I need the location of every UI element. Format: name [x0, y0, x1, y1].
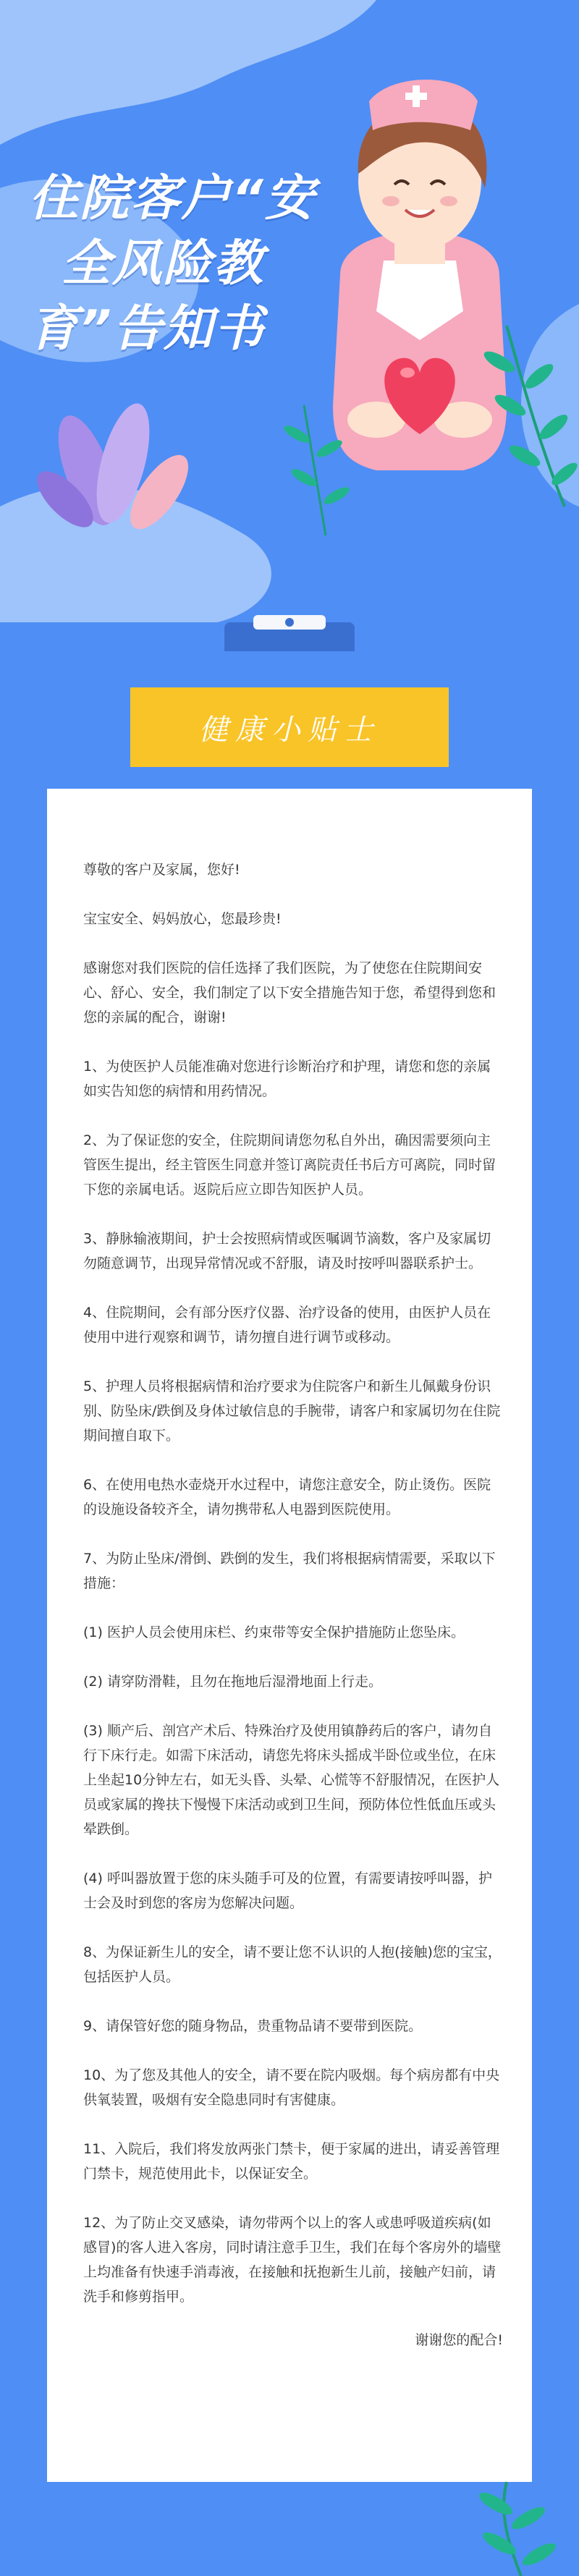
notice-paragraph: 宝宝安全、妈妈放心，您最珍贵! [83, 911, 282, 927]
notice-paragraph: (3) 顺产后、剖宫产术后、特殊治疗及使用镇静药后的客户，请勿自行下床行走。如需下床活动，请您先将床头摇成半卧位或坐位，在床上坐起10分钟左右，如无头昏、头晕、心慌等不舒服情况，在医护人员或家属的搀扶下慢慢下床活动或到卫生间，预防体位性低血压或头晕跌倒。 [83, 1723, 500, 1837]
notice-paragraph: 8、为保证新生儿的安全，请不要让您不认识的人抱(接触)您的宝宝，包括医护人员。 [83, 1944, 502, 1985]
notice-paragraph: 10、为了您及其他人的安全，请不要在院内吸烟。每个病房都有中央供氧装置，吸烟有安全隐患同时有害健康。 [83, 2067, 500, 2108]
title-line-1: 住院客户“安 [29, 170, 316, 227]
leaf-branch-bottom [476, 2482, 559, 2576]
hero-header [0, 0, 579, 651]
notice-paragraph: 2、为了保证您的安全，住院期间请您勿私自外出，确因需要须向主管医生提出，经主管医生同意并签订离院责任书后方可离院，同时留下您的亲属电话。返院后应立即告知医护人员。 [83, 1132, 496, 1198]
notice-paragraph: (4) 呼叫器放置于您的床头随手可及的位置，有需要请按呼叫器，护士会及时到您的客房为您解决问题。 [83, 1870, 492, 1911]
banner-label: 健康小贴士 [199, 713, 380, 747]
bottom-leaf-decoration [0, 2475, 579, 2576]
notice-paragraph: 6、在使用电热水壶烧开水过程中，请您注意安全，防止烫伤。医院的设施设备较齐全，请勿携带私人电器到医院使用。 [83, 1477, 491, 1517]
clipboard-icon [224, 615, 355, 651]
nurse-figure [333, 80, 507, 470]
notice-paragraph: 尊敬的客户及家属，您好! [83, 862, 240, 878]
page-title [29, 166, 347, 362]
notice-panel [47, 789, 532, 2482]
notice-paragraph: (1) 医护人员会使用床栏、约束带等安全保护措施防止您坠床。 [83, 1624, 465, 1640]
notice-paragraph: 3、静脉输液期间，护士会按照病情或医嘱调节滴数，客户及家属切勿随意调节，出现异常情况或不舒服，请及时按呼叫器联系护士。 [83, 1231, 491, 1271]
notice-content [47, 789, 532, 2352]
closing-signature: 谢谢您的配合! [415, 2332, 503, 2348]
notice-paragraph: 5、护理人员将根据病情和治疗要求为住院客户和新生儿佩戴身份识别、防坠床/跌倒及身体过敏信息的手腕带，请客户和家属切勿在住院期间擅自取下。 [83, 1378, 501, 1444]
notice-paragraph: 11、入院后，我们将发放两张门禁卡，便于家属的进出，请妥善管理门禁卡，规范使用此卡，以保证安全。 [83, 2141, 500, 2182]
notice-paragraph: 12、为了防止交叉感染，请勿带两个以上的客人或患呼吸道疾病(如感冒)的客人进入客房，同时请注意手卫生，我们在每个客房外的墙壁上均准备有快速手消毒液，在接触和抚抱新生儿前，接触产妇前，请洗手和修剪指甲。 [83, 2215, 502, 2305]
notice-paragraph: 1、为使医护人员能准确对您进行诊断治疗和护理，请您和您的亲属如实告知您的病情和用药情况。 [83, 1059, 491, 1099]
top-cloud-shape [0, 0, 376, 145]
title-line-2: 全风险教 [62, 235, 265, 292]
notice-paragraph: (2) 请穿防滑鞋，且勿在拖地后湿滑地面上行走。 [83, 1674, 382, 1690]
health-tips-banner [130, 687, 449, 767]
notice-paragraph: 9、请保管好您的随身物品，贵重物品请不要带到医院。 [83, 2018, 423, 2034]
notice-paragraph: 7、为防止坠床/滑倒、跌倒的发生，我们将根据病情需要，采取以下措施： [83, 1551, 496, 1591]
title-line-3: 育”告知书 [29, 300, 265, 357]
notice-paragraph: 4、住院期间，会有部分医疗仪器、治疗设备的使用，由医护人员在使用中进行观察和调节，请勿擅自进行调节或移动。 [83, 1305, 491, 1345]
notice-paragraph: 感谢您对我们医院的信任选择了我们医院，为了使您在住院期间安心、舒心、安全，我们制定了以下安全措施告知于您，希望得到您和您的亲属的配合，谢谢! [83, 960, 496, 1025]
